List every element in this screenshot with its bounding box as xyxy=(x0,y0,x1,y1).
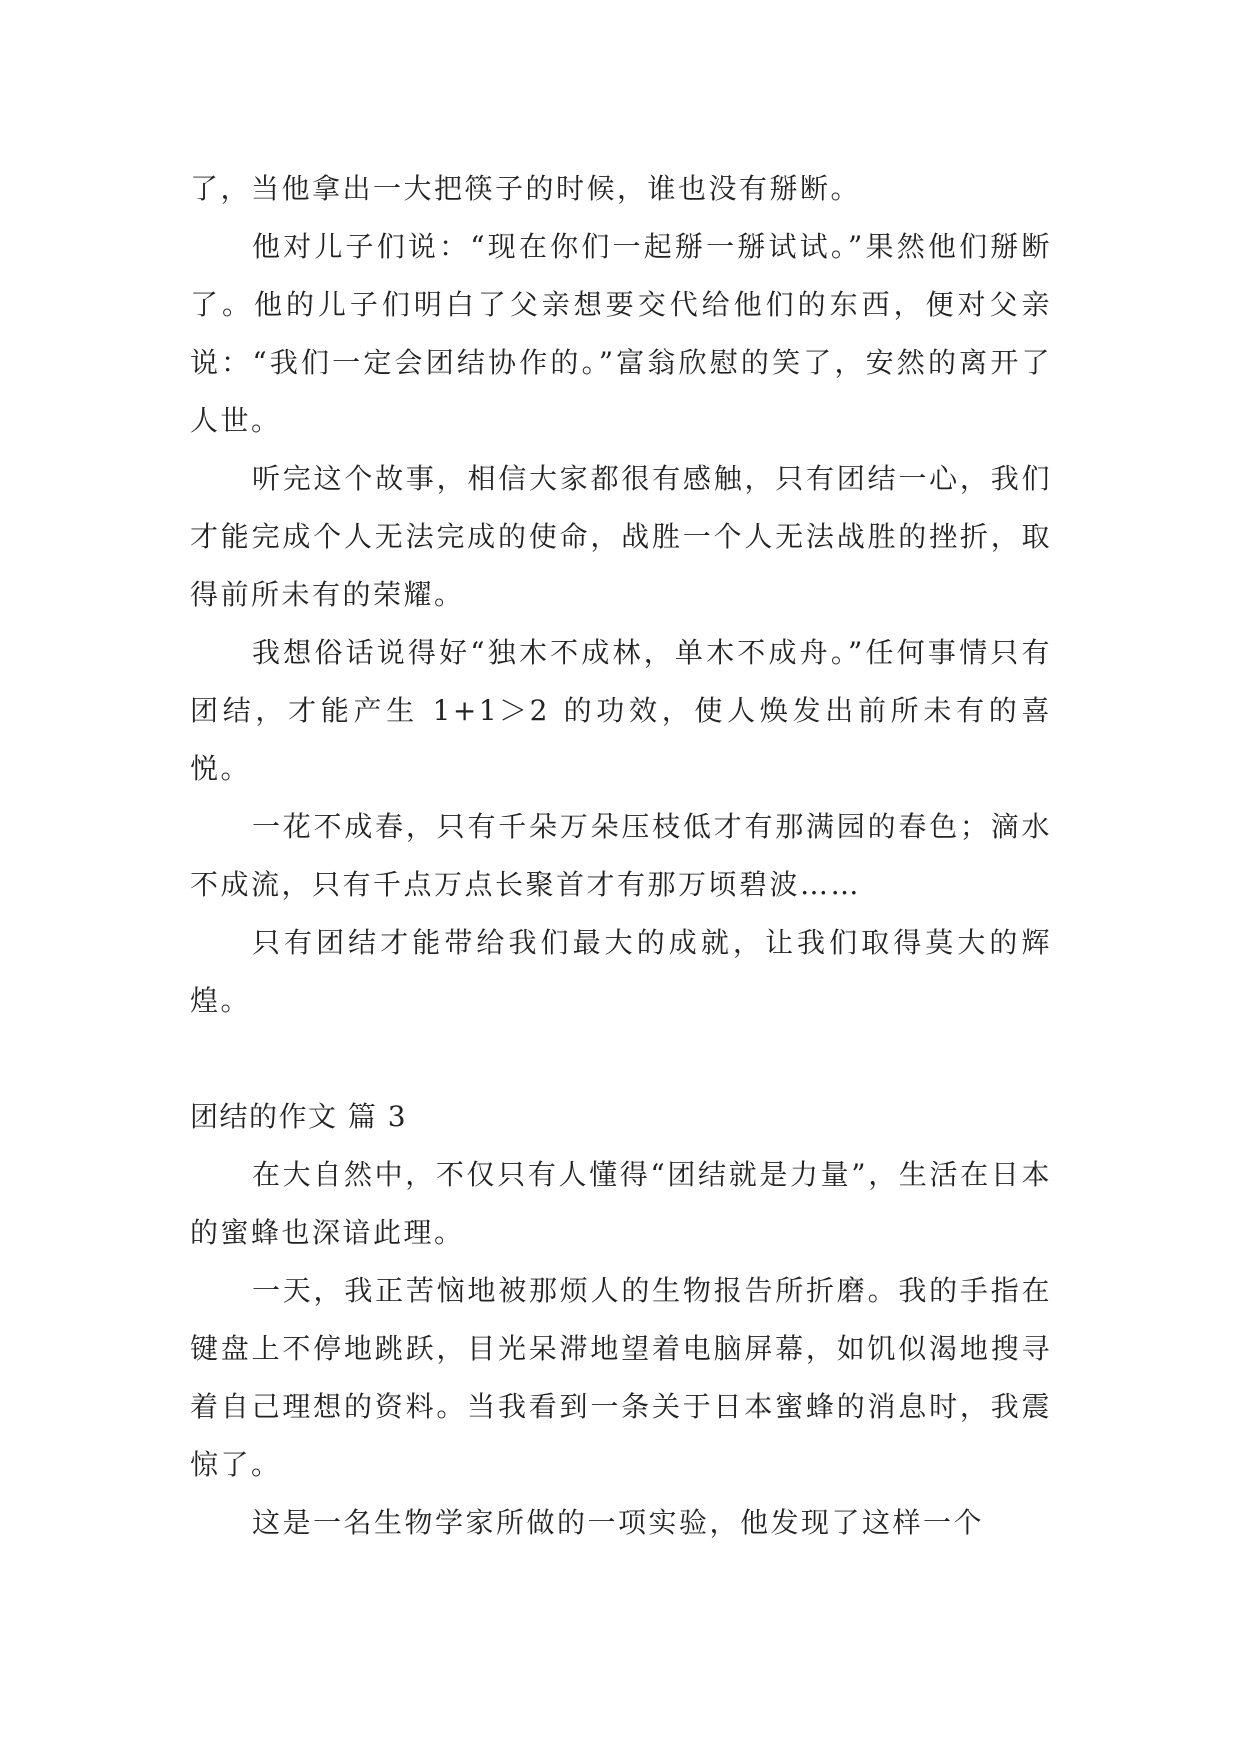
paragraph: 一花不成春，只有千朵万朵压枝低才有那满园的春色；滴水不成流，只有千点万点长聚首才有那万顷碧波…… xyxy=(190,810,1052,901)
paragraph: 只有团结才能带给我们最大的成就，让我们取得莫大的辉煌。 xyxy=(190,926,1052,1017)
paragraph: 听完这个故事，相信大家都很有感触，只有团结一心，我们才能完成个人无法完成的使命，战胜一个人无法战胜的挫折，取得前所未有的荣耀。 xyxy=(190,462,1052,611)
paragraph: 我想俗话说得好“独木不成林，单木不成舟。”任何事情只有团结，才能产生 1+1＞2 的功效，使人焕发出前所未有的喜悦。 xyxy=(190,636,1052,785)
paragraph: 他对儿子们说：“现在你们一起掰一掰试试。”果然他们掰断了。他的儿子们明白了父亲想要交代给他们的东西，便对父亲说：“我们一定会团结协作的。”富翁欣慰的笑了，安然的离开了人世。 xyxy=(190,230,1052,437)
paragraph-continuation: 了，当他拿出一大把筷子的时候，谁也没有掰断。 xyxy=(190,172,862,205)
section-heading: 团结的作文 篇 3 xyxy=(190,1100,408,1133)
paragraph: 一天，我正苦恼地被那烦人的生物报告所折磨。我的手指在键盘上不停地跳跃，目光呆滞地望着电脑屏幕，如饥似渴地搜寻着自己理想的资料。当我看到一条关于日本蜜蜂的消息时，我震惊了。 xyxy=(190,1274,1052,1481)
document-body xyxy=(190,160,1052,1552)
paragraph: 在大自然中，不仅只有人懂得“团结就是力量”，生活在日本的蜜蜂也深谙此理。 xyxy=(190,1158,1052,1249)
paragraph: 这是一名生物学家所做的一项实验，他发现了这样一个 xyxy=(252,1506,985,1539)
